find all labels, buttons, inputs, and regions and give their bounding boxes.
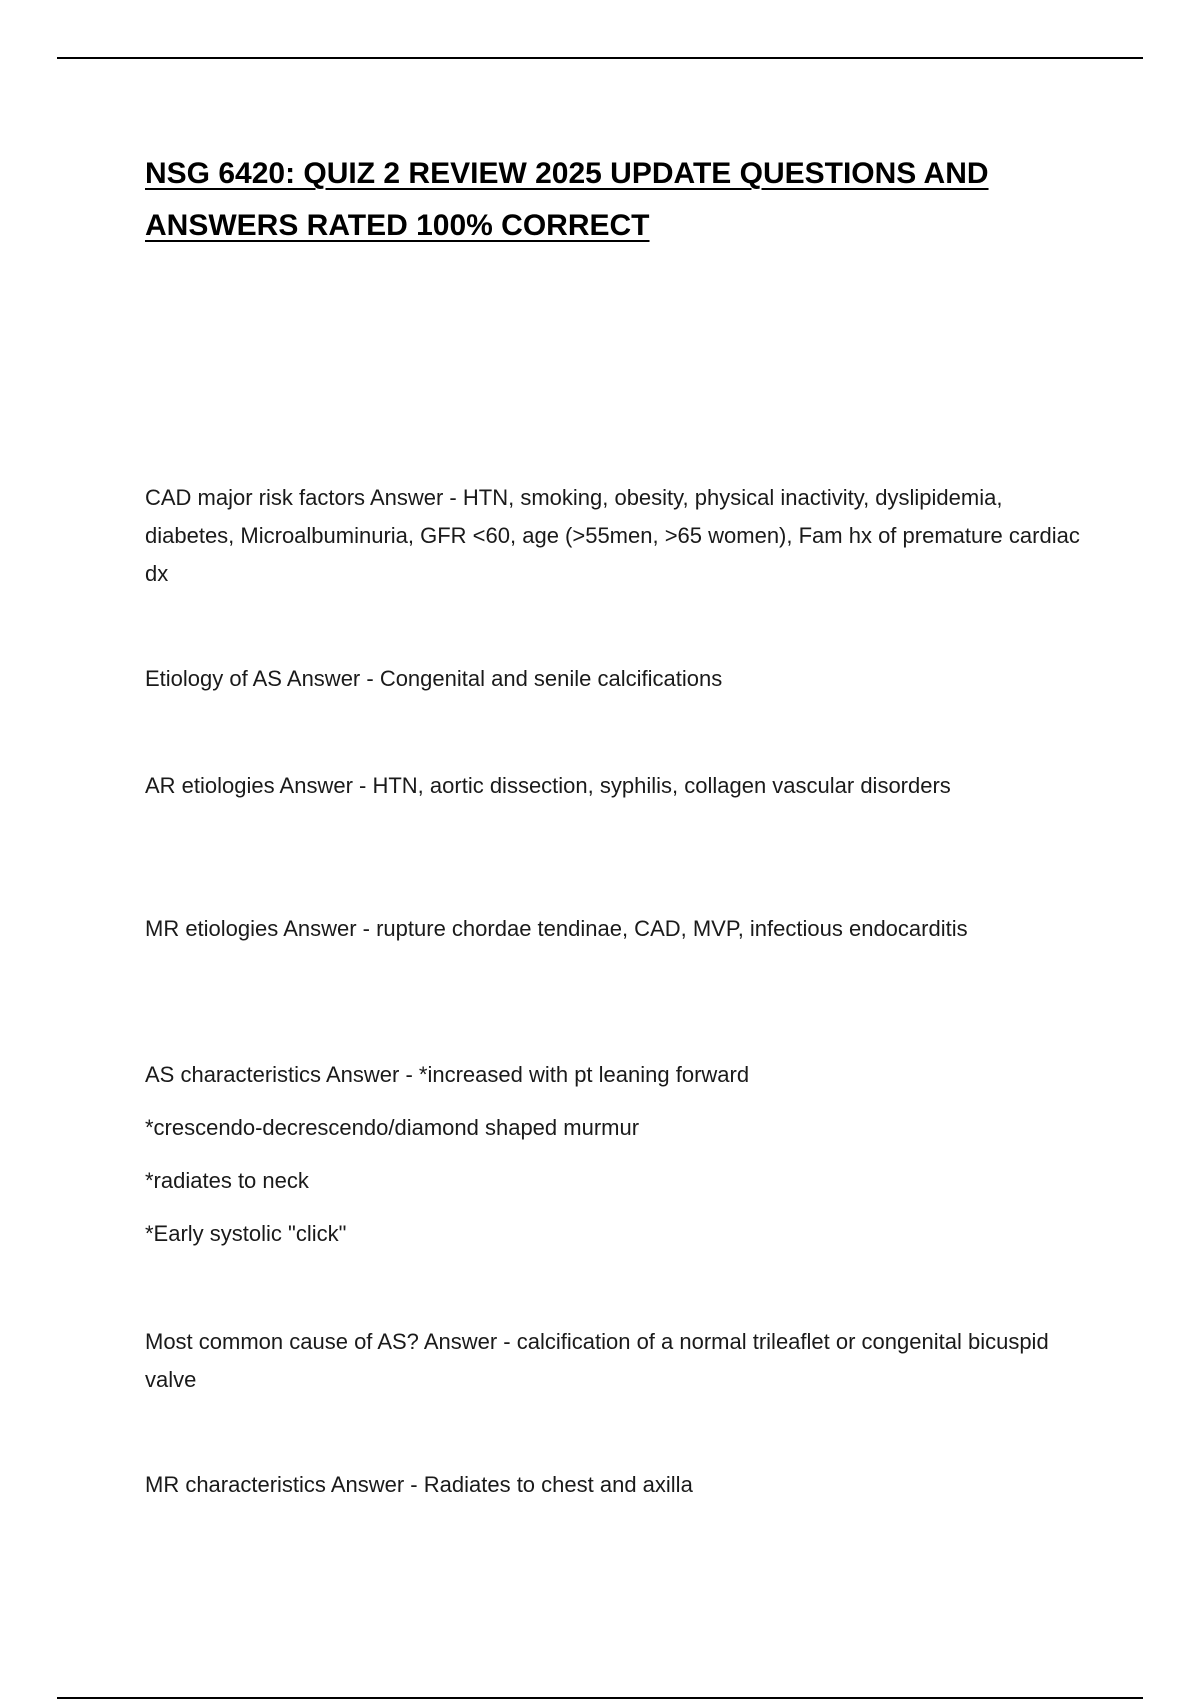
answer-text: rupture chordae tendinae, CAD, MVP, infectious endocarditis <box>376 916 968 941</box>
qa-text <box>145 660 1085 698</box>
answer-separator: - <box>443 485 463 510</box>
qa-text <box>145 1056 1085 1094</box>
answer-label: Answer <box>283 916 357 941</box>
question-text: Etiology of AS <box>145 666 282 691</box>
answer-label: Answer <box>325 1062 400 1087</box>
answer-text: HTN, aortic dissection, syphilis, collagen vascular disorders <box>372 773 951 798</box>
qa-text <box>145 1466 1085 1504</box>
footer-rule <box>57 1697 1143 1699</box>
question-text: AR etiologies <box>145 773 275 798</box>
qa-item-mr-characteristics <box>145 1466 1085 1504</box>
qa-text <box>145 1323 1085 1399</box>
header-rule <box>57 57 1143 59</box>
answer-extra-line: *Early systolic "click" <box>145 1221 347 1246</box>
qa-item-etiology-as <box>145 660 1085 698</box>
answer-text: HTN, smoking, obesity, physical inactivity, dyslipidemia, diabetes, Microalbuminuria, GFR <60, age (>55men, >65 women), Fam hx of premature cardiac dx <box>145 485 1080 586</box>
answer-text: calcification of a normal trileaflet or congenital bicuspid valve <box>145 1329 1049 1392</box>
answer-text: *increased with pt leaning forward <box>418 1062 750 1087</box>
question-text: Most common cause of AS? <box>145 1329 419 1354</box>
answer-separator: - <box>404 1472 424 1497</box>
question-text: CAD major risk factors <box>145 485 366 510</box>
answer-separator: - <box>356 916 377 941</box>
qa-item-cad-risk-factors <box>145 479 1085 593</box>
question-text: MR characteristics <box>145 1472 326 1497</box>
qa-item-ar-etiologies <box>145 767 1085 805</box>
question-text: MR etiologies <box>145 916 279 941</box>
document-title: NSG 6420: QUIZ 2 REVIEW 2025 UPDATE QUESTIONS AND ANSWERS RATED 100% CORRECT <box>145 157 989 242</box>
question-text: AS characteristics <box>145 1062 322 1087</box>
qa-text <box>145 910 1085 948</box>
qa-text <box>145 479 1085 593</box>
answer-separator: - <box>360 666 380 691</box>
answer-label: Answer <box>369 485 444 510</box>
answer-separator: - <box>497 1329 517 1354</box>
qa-text <box>145 767 1085 805</box>
answer-label: Answer <box>423 1329 498 1354</box>
answer-label: Answer <box>330 1472 405 1497</box>
answer-text: Congenital and senile calcifications <box>379 666 723 691</box>
answer-separator: - <box>399 1062 419 1087</box>
answer-extra-line: *crescendo-decrescendo/diamond shaped murmur <box>145 1115 640 1140</box>
answer-extra-line: *radiates to neck <box>145 1168 309 1193</box>
qa-item-mr-etiologies <box>145 910 1085 948</box>
answer-text: Radiates to chest and axilla <box>423 1472 693 1497</box>
answer-separator: - <box>352 773 373 798</box>
answer-label: Answer <box>279 773 353 798</box>
answer-label: Answer <box>286 666 361 691</box>
qa-item-most-common-cause-as <box>145 1323 1085 1399</box>
qa-item-as-characteristics <box>145 1056 1085 1253</box>
